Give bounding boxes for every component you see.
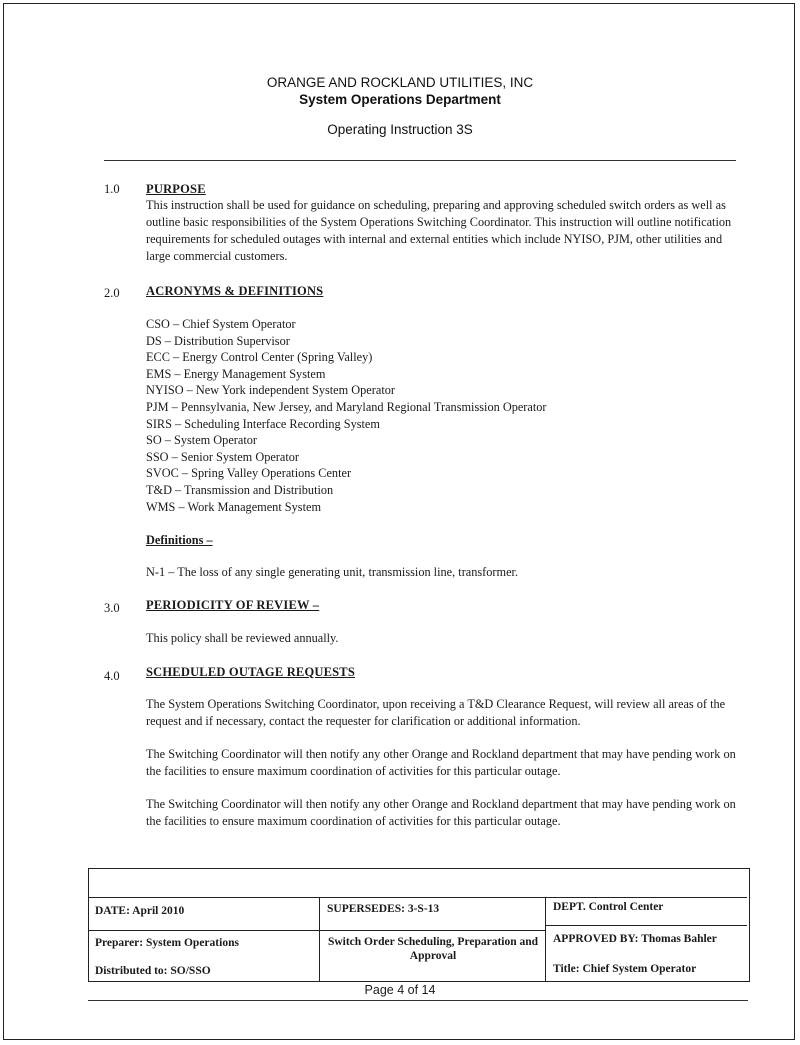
purpose-text: This instruction shall be used for guidance on scheduling, preparing and approving scheduled switch orders as well as outline basic responsibilities of the System Operations Switching Coordinator. This instruction will outline notification requirements for scheduled outages with internal and external entities which include NYISO, PJM, other utilities and large commercial customers.	[146, 198, 732, 263]
acronym-item: T&D – Transmission and Distribution	[146, 482, 334, 497]
outage-paragraph-3: The Switching Coordinator will then notify any other Orange and Rockland department that may have pending work on the facilities to ensure maximum coordination of activities for this particular outage.	[146, 797, 736, 828]
footer-distributed: Distributed to: SO/SSO	[95, 965, 211, 977]
acronym-item: PJM – Pennsylvania, New Jersey, and Maryland Regional Transmission Operator	[146, 399, 547, 414]
acronym-item: ECC – Energy Control Center (Spring Valley)	[146, 350, 373, 365]
section-title-review: PERIODICITY OF REVIEW –	[146, 598, 320, 612]
section-number: 1.0	[104, 182, 120, 196]
footer-title: Title: Chief System Operator	[553, 963, 697, 975]
definition-text: N-1 – The loss of any single generating unit, transmission line, transformer.	[146, 565, 519, 579]
footer-rule	[88, 1000, 748, 1001]
acronym-list	[146, 316, 547, 515]
acronym-item: SVOC – Spring Valley Operations Center	[146, 466, 352, 481]
section-number: 3.0	[104, 601, 120, 615]
company-name: ORANGE AND ROCKLAND UTILITIES, INC	[266, 75, 534, 90]
acronym-item: SSO – Senior System Operator	[146, 449, 300, 464]
footer-approved: APPROVED BY: Thomas Bahler	[553, 933, 717, 945]
section-title-purpose: PURPOSE	[146, 182, 206, 196]
acronym-item: NYISO – New York independent System Operator	[146, 383, 395, 398]
footer-dept: DEPT. Control Center	[553, 901, 664, 913]
footer-supersedes: SUPERSEDES: 3-S-13	[327, 903, 440, 915]
footer-divider	[545, 897, 546, 981]
acronym-item: DS – Distribution Supervisor	[146, 333, 290, 348]
footer-subject: Switch Order Scheduling, Preparation and Approval	[327, 936, 539, 962]
footer-date: DATE: April 2010	[95, 905, 185, 917]
outage-paragraph-2: The Switching Coordinator will then notify any other Orange and Rockland department that may have pending work on the facilities to ensure maximum coordination of activities for this particular outage.	[146, 747, 736, 778]
acronym-item: CSO – Chief System Operator	[146, 317, 296, 331]
section-number: 2.0	[104, 286, 120, 300]
footer-table	[88, 868, 750, 982]
acronym-item: SIRS – Scheduling Interface Recording System	[146, 416, 380, 431]
section-title-acronyms: ACRONYMS & DEFINITIONS	[146, 284, 324, 298]
header-divider	[104, 160, 736, 161]
footer-preparer: Preparer: System Operations	[95, 937, 239, 949]
instruction-title: Operating Instruction 3S	[327, 122, 473, 137]
definitions-heading: Definitions –	[146, 533, 213, 547]
section-title-outage: SCHEDULED OUTAGE REQUESTS	[146, 665, 355, 679]
outage-paragraph-1: The System Operations Switching Coordinator, upon receiving a T&D Clearance Request, will review all areas of the request and if necessary, contact the requester for clarification or additional information.	[146, 697, 726, 728]
footer-empty-row	[89, 869, 747, 898]
section-number: 4.0	[104, 669, 120, 683]
review-text: This policy shall be reviewed annually.	[146, 631, 339, 645]
page-number: Page 4 of 14	[364, 983, 436, 997]
department-name: System Operations Department	[299, 92, 501, 107]
acronym-item: EMS – Energy Management System	[146, 366, 326, 381]
footer-divider	[545, 925, 747, 926]
footer-divider	[319, 897, 320, 981]
acronym-item: WMS – Work Management System	[146, 499, 322, 514]
acronym-item: SO – System Operator	[146, 433, 258, 448]
